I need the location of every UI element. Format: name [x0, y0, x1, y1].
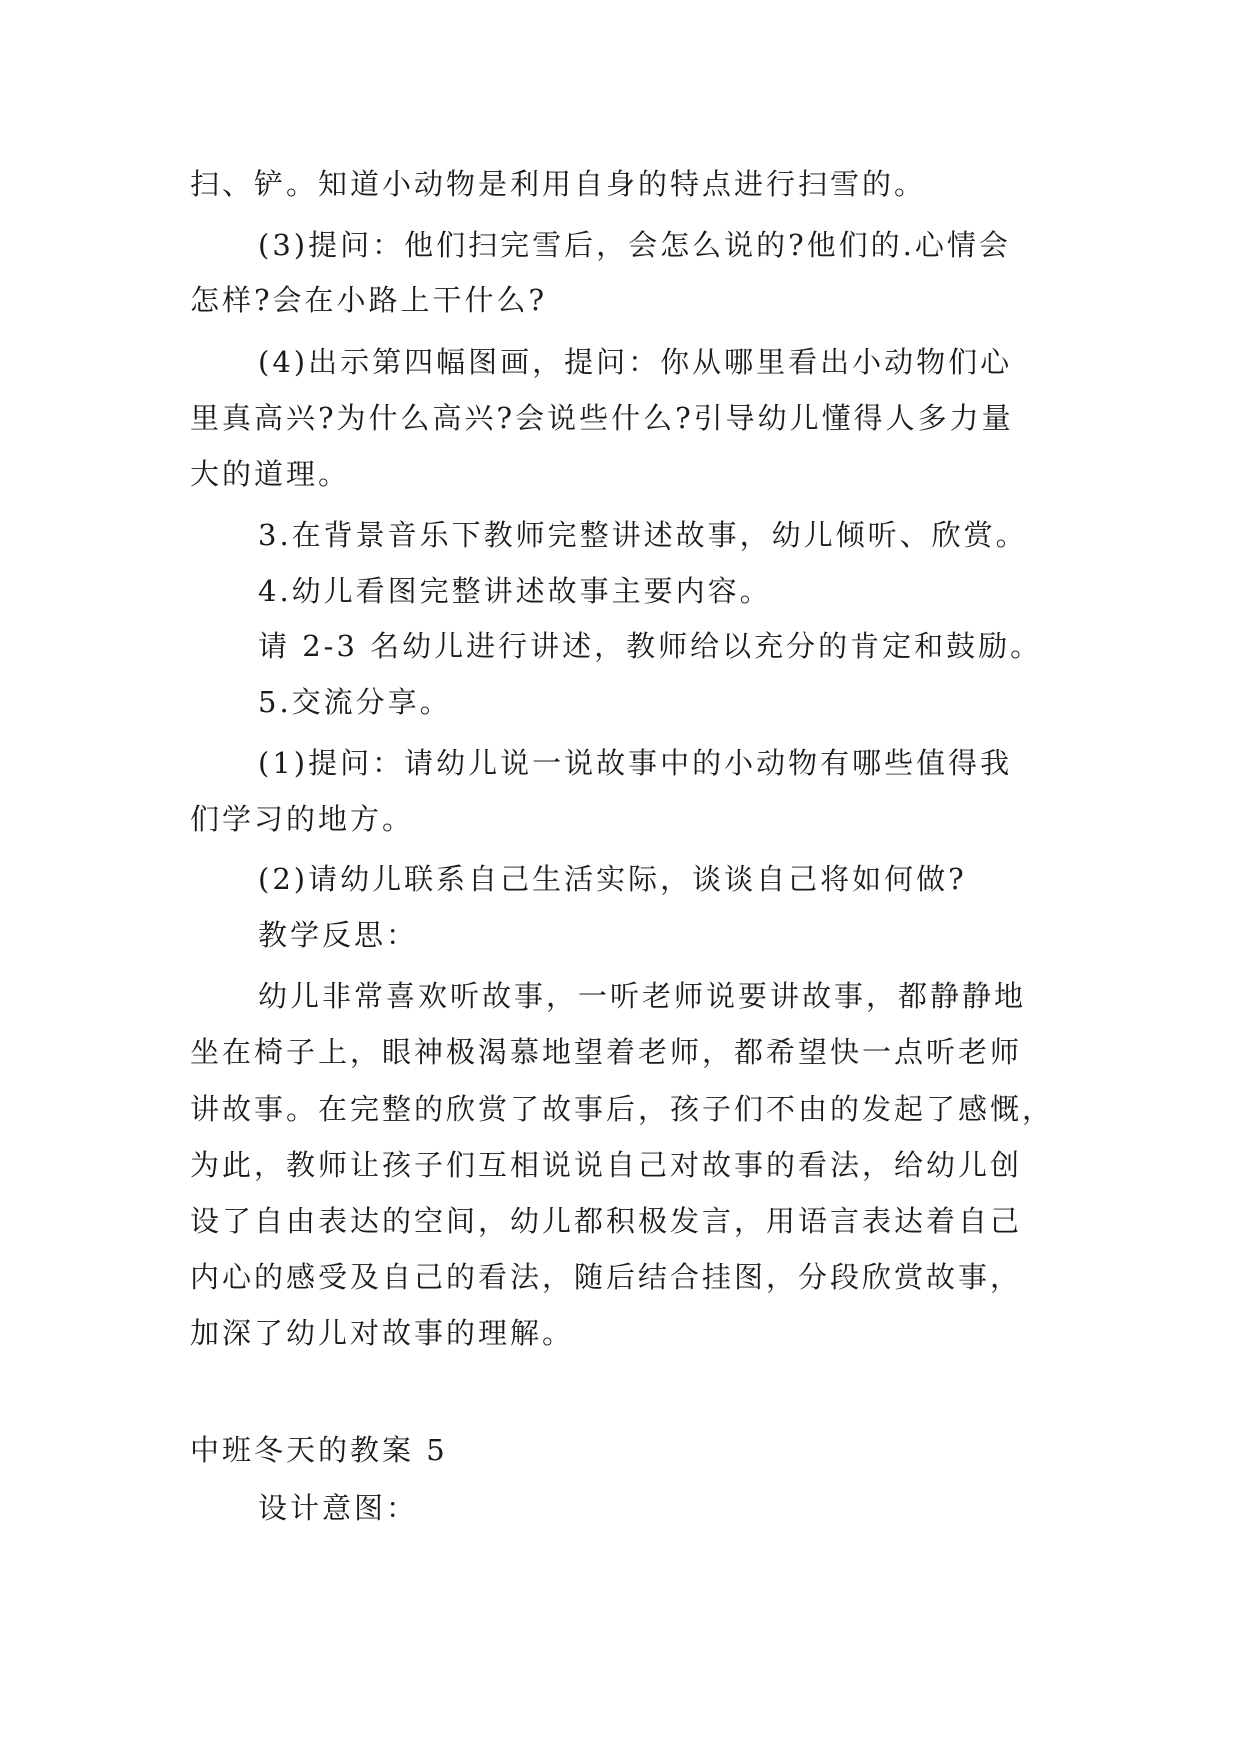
- text-line: 5.交流分享。: [258, 685, 452, 719]
- text-line: 幼儿非常喜欢听故事，一听老师说要讲故事，都静静地: [258, 979, 1027, 1013]
- text-line: 怎样?会在小路上干什么?: [190, 283, 548, 317]
- text-line: 设了自由表达的空间，幼儿都积极发言，用语言表达着自己: [190, 1204, 1023, 1238]
- text-line: (3)提问：他们扫完雪后，会怎么说的?他们的.心情会: [258, 228, 1011, 262]
- text-line: 讲故事。在完整的欣赏了故事后，孩子们不由的发起了感慨，: [190, 1092, 1055, 1126]
- text-line: 扫、铲。知道小动物是利用自身的特点进行扫雪的。: [190, 167, 927, 201]
- text-line: 们学习的地方。: [190, 802, 415, 836]
- text-line: (1)提问：请幼儿说一说故事中的小动物有哪些值得我: [258, 746, 1013, 780]
- text-line: 请 2-3 名幼儿进行讲述，教师给以充分的肯定和鼓励。: [258, 629, 1043, 663]
- text-line: 3.在背景音乐下教师完整讲述故事，幼儿倾听、欣赏。: [258, 518, 1028, 552]
- text-line: 大的道理。: [190, 457, 351, 491]
- text-line: 4.幼儿看图完整讲述故事主要内容。: [258, 574, 772, 608]
- heading-reflection: 教学反思：: [258, 918, 419, 952]
- text-line: 为此，教师让孩子们互相说说自己对故事的看法，给幼儿创: [190, 1148, 1023, 1182]
- text-line: 坐在椅子上，眼神极渴慕地望着老师，都希望快一点听老师: [190, 1035, 1023, 1069]
- text-line: 里真高兴?为什么高兴?会说些什么?引导幼儿懂得人多力量: [190, 401, 1014, 435]
- text-line: (2)请幼儿联系自己生活实际，谈谈自己将如何做?: [258, 862, 967, 896]
- heading-design-intent: 设计意图：: [258, 1491, 419, 1525]
- text-line: 内心的感受及自己的看法，随后结合挂图，分段欣赏故事，: [190, 1260, 1023, 1294]
- section-title: 中班冬天的教案 5: [190, 1433, 448, 1467]
- text-line: (4)出示第四幅图画，提问：你从哪里看出小动物们心: [258, 345, 1013, 379]
- text-line: 加深了幼儿对故事的理解。: [190, 1316, 575, 1350]
